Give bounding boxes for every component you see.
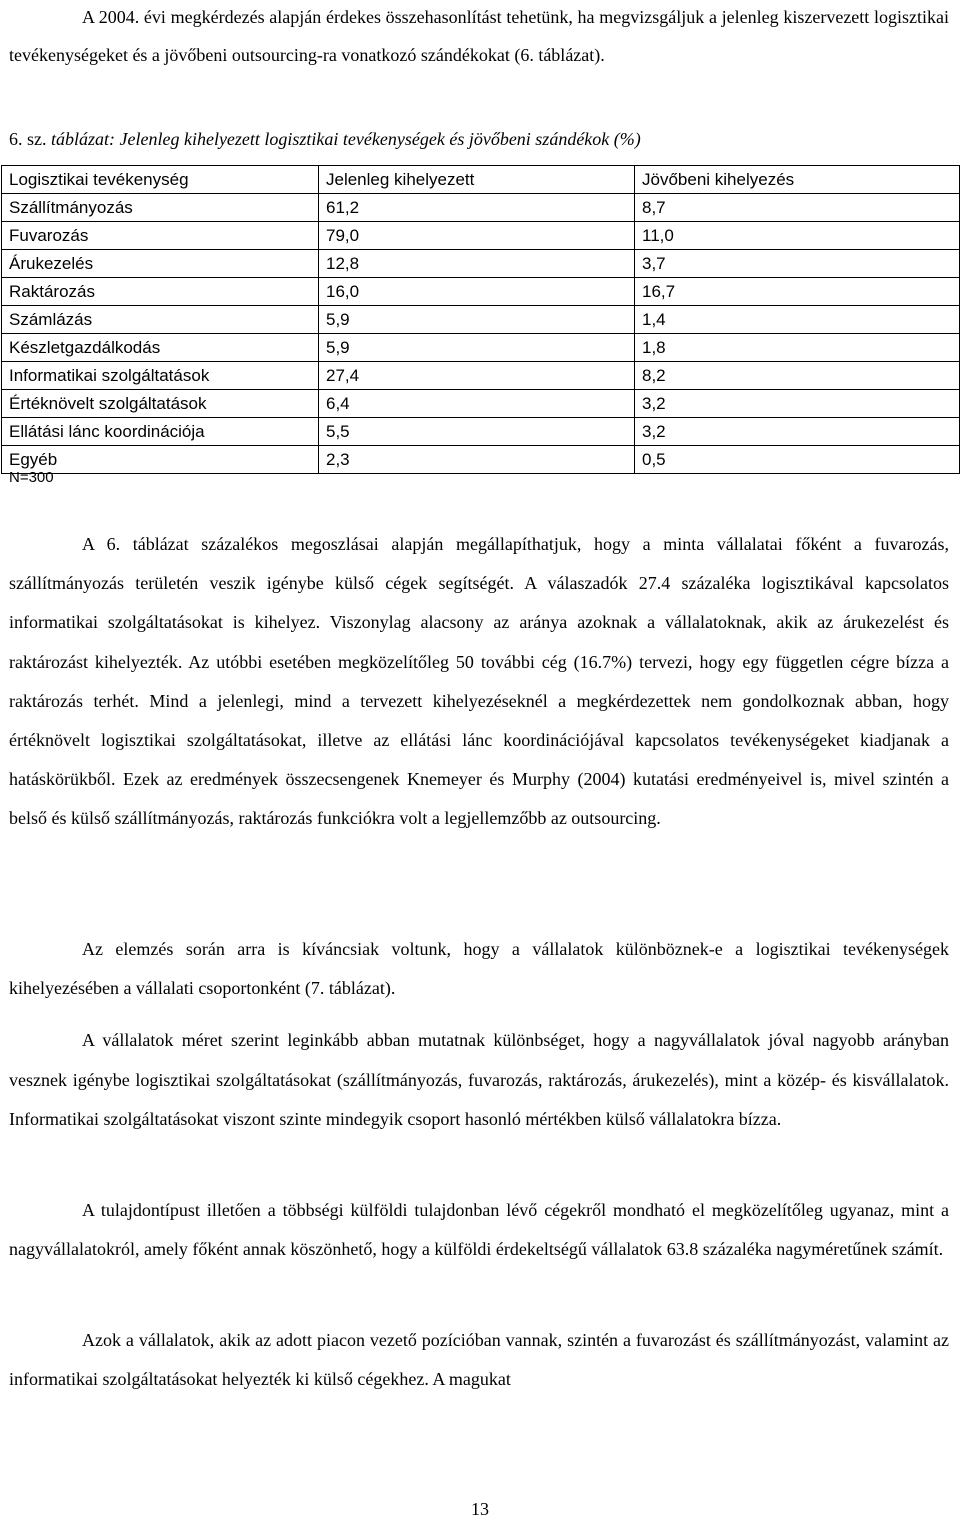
table-cell: Szállítmányozás — [2, 194, 319, 222]
table-cell: 11,0 — [635, 222, 960, 250]
table-caption-number: 6. sz. — [9, 129, 47, 149]
table-row — [2, 306, 960, 334]
outsourcing-table — [1, 165, 960, 474]
table-cell: Számlázás — [2, 306, 319, 334]
table-cell: 27,4 — [319, 362, 635, 390]
table-cell: Értéknövelt szolgáltatások — [2, 390, 319, 418]
body-paragraph: A 6. táblázat százalékos megoszlásai alapján megállapíthatjuk, hogy a minta vállalatai főként a fuvarozás, szállítmányozás területén veszik igénybe külső cégek segítségét. A válaszadók 27.4 százaléka logisztikával kapcsolatos informatikai szolgáltatásokat is kihelyez. Viszonylag alacsony az aránya azoknak a vállalatoknak, akik az árukezelést és raktározást kihelyezték. Az utóbbi esetében megközelítőleg 50 további cég (16.7%) tervezi, hogy egy független cégre bízza a raktározás terhét. Mind a jelenlegi, mind a tervezett kihelyezéseknél a megkérdezettek nem gondolkoznak abban, hogy értéknövelt logisztikai szolgáltatásokat, illetve az ellátási lánc koordinációjával kapcsolatos tevékenységeket kiadjanak a hatáskörükből. Ezek az eredmények összecsengenek Knemeyer és Murphy (2004) kutatási eredményeivel is, mivel szintén a belső és külső szállítmányozás, raktározás funkciókra volt a legjellemzőbb az outsourcing. — [9, 534, 949, 829]
table-row — [2, 418, 960, 446]
column-header: Jövőbeni kihelyezés — [635, 166, 960, 194]
table-cell: Árukezelés — [2, 250, 319, 278]
table-caption-text: táblázat: Jelenleg kihelyezett logisztikai tevékenységek és jövőbeni szándékok (%) — [46, 129, 641, 149]
table-cell: 5,5 — [319, 418, 635, 446]
table-row — [2, 390, 960, 418]
table-cell: Egyéb — [2, 446, 319, 474]
page-number: 13 — [471, 1499, 489, 1519]
table-cell: Informatikai szolgáltatások — [2, 362, 319, 390]
table-caption — [9, 129, 641, 150]
table-cell: 8,2 — [635, 362, 960, 390]
table-row — [2, 278, 960, 306]
table-cell: Ellátási lánc koordinációja — [2, 418, 319, 446]
table-cell: 1,4 — [635, 306, 960, 334]
table-cell: 16,7 — [635, 278, 960, 306]
table-cell: 61,2 — [319, 194, 635, 222]
table-cell: 0,5 — [635, 446, 960, 474]
intro-paragraph: A 2004. évi megkérdezés alapján érdekes összehasonlítást tehetünk, ha megvizsgáljuk a jelenleg kiszervezett logisztikai tevékenységeket és a jövőbeni outsourcing-ra vonatkozó szándékokat (6. táblázat). — [9, 7, 949, 65]
table-cell: 79,0 — [319, 222, 635, 250]
body-paragraph: Azok a vállalatok, akik az adott piacon vezető pozícióban vannak, szintén a fuvarozást és szállítmányozást, valamint az informatikai szolgáltatásokat helyezték ki külső cégekhez. A magukat — [9, 1330, 949, 1389]
sample-size-note: N=300 — [9, 469, 54, 486]
table-cell: 8,7 — [635, 194, 960, 222]
column-header: Logisztikai tevékenység — [2, 166, 319, 194]
table-row — [2, 334, 960, 362]
table-cell: 12,8 — [319, 250, 635, 278]
table-cell: 1,8 — [635, 334, 960, 362]
column-header: Jelenleg kihelyezett — [319, 166, 635, 194]
table-cell: Készletgazdálkodás — [2, 334, 319, 362]
table-cell: 5,9 — [319, 306, 635, 334]
table-cell: 3,7 — [635, 250, 960, 278]
table-cell: 3,2 — [635, 390, 960, 418]
table-cell: 3,2 — [635, 418, 960, 446]
table-row — [2, 446, 960, 474]
body-paragraph: A vállalatok méret szerint leginkább abban mutatnak különbséget, hogy a nagyvállalatok jóval nagyobb arányban vesznek igénybe logisztikai szolgáltatásokat (szállítmányozás, fuvarozás, raktározás, árukezelés), mint a közép- és kisvállalatok. Informatikai szolgáltatásokat viszont szinte mindegyik csoport hasonló mértékben külső vállalatokra bízza. — [9, 1030, 949, 1129]
body-paragraph: Az elemzés során arra is kíváncsiak voltunk, hogy a vállalatok különböznek-e a logisztikai tevékenységek kihelyezésében a vállalati csoportonként (7. táblázat). — [9, 939, 949, 998]
table-cell: 2,3 — [319, 446, 635, 474]
body-paragraph: A tulajdontípust illetően a többségi külföldi tulajdonban lévő cégekről mondható el megközelítőleg ugyanaz, mint a nagyvállalatokról, amely főként annak köszönhető, hogy a külföldi érdekeltségű vállalatok 63.8 százaléka nagyméretűnek számít. — [9, 1200, 949, 1259]
table-header-row — [2, 166, 960, 194]
table-row — [2, 362, 960, 390]
table-row — [2, 250, 960, 278]
table-row — [2, 194, 960, 222]
table-cell: 6,4 — [319, 390, 635, 418]
table-row — [2, 222, 960, 250]
table-cell: 5,9 — [319, 334, 635, 362]
table-cell: Raktározás — [2, 278, 319, 306]
table-cell: Fuvarozás — [2, 222, 319, 250]
table-cell: 16,0 — [319, 278, 635, 306]
